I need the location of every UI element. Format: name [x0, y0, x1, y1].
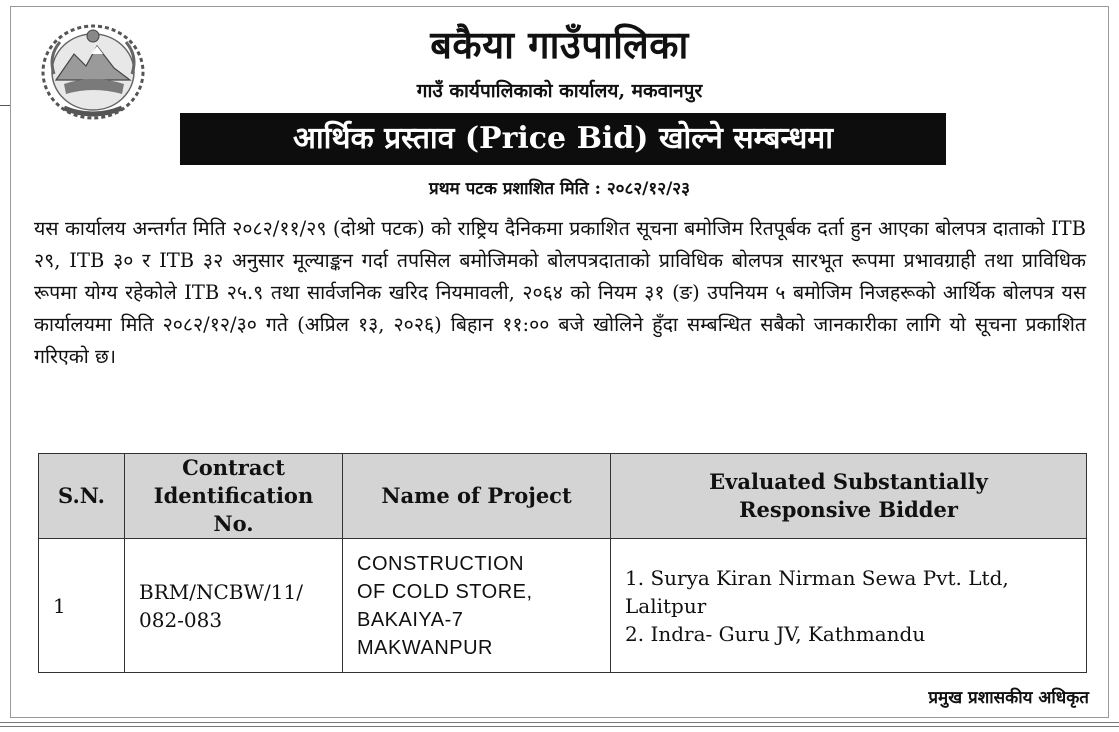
- bottom-rule: [0, 722, 1119, 727]
- project-line: OF COLD STORE,: [357, 580, 533, 603]
- header-contract-line1: Contract: [182, 455, 285, 480]
- bidder-item: 1. Surya Kiran Nirman Sewa Pvt. Ltd, Lalitpur: [625, 565, 1009, 618]
- table-header-row: [39, 454, 1087, 539]
- publication-date: प्रथम पटक प्रशाशित मिति : २०८२/१२/२३: [429, 179, 690, 199]
- contract-id-line2: 082-083: [139, 607, 223, 632]
- cell-bidders: [611, 539, 1087, 673]
- office-name: बकैया गाउँपालिका: [430, 22, 689, 67]
- header-contract-id: [125, 454, 343, 539]
- header-bidder-line2: Responsive Bidder: [739, 497, 958, 522]
- header-project: Name of Project: [343, 454, 611, 539]
- bid-evaluation-table: [38, 453, 1087, 673]
- office-subtitle: गाउँ कार्यपालिकाको कार्यालय, मकवानपुर: [416, 80, 703, 102]
- table-row: [39, 539, 1087, 673]
- signatory-title: प्रमुख प्रशासकीय अधिकृत: [928, 688, 1089, 708]
- header-bidder-line1: Evaluated Substantially: [709, 469, 988, 494]
- header-bidder: [611, 454, 1087, 539]
- contract-id-line1: BRM/NCBW/11/: [139, 579, 303, 604]
- notice-title-banner: आर्थिक प्रस्ताव (Price Bid) खोल्ने सम्बन्धमा: [180, 113, 946, 165]
- notice-paragraph: यस कार्यालय अन्तर्गत मिति २०८२/११/२९ (दोश्रो पटक) को राष्ट्रिय दैनिकमा प्रकाशित सूचना बमोजिम रितपूर्बक दर्ता हुन आएका बोलपत्र दाताको ITB २९, ITB ३० र ITB ३२ अनुसार मूल्याङ्कन गर्दा तपसिल बमोजिमको बोलपत्रदाताको प्राविधिक बोलपत्र सारभूत रूपमा प्रभावग्राही तथा प्राविधिक रूपमा योग्य रहेकोले ITB २५.९ तथा सार्वजनिक खरिद नियमावली, २०६४ को नियम ३१ (ङ) उपनियम ५ बमोजिम निजहरूको आर्थिक बोलपत्र यस कार्यालयमा मिति २०८२/१२/३० गते (अप्रिल १३, २०२६) बिहान ११:०० बजे खोलिने हुँदा सम्बन्धित सबैको जानकारीका लागि यो सूचना प्रकाशित गरिएको छ।: [34, 217, 1086, 368]
- project-line: CONSTRUCTION: [357, 552, 525, 575]
- bidder-item: 2. Indra- Guru JV, Kathmandu: [625, 621, 926, 646]
- project-line: MAKWANPUR: [357, 636, 493, 659]
- header-sn: S.N.: [39, 454, 125, 539]
- cell-project-name: [343, 539, 611, 673]
- cell-sn: 1: [39, 539, 125, 673]
- project-line: BAKAIYA-7: [357, 608, 464, 631]
- cell-contract-id: [125, 539, 343, 673]
- header-contract-line2: Identification No.: [153, 483, 314, 536]
